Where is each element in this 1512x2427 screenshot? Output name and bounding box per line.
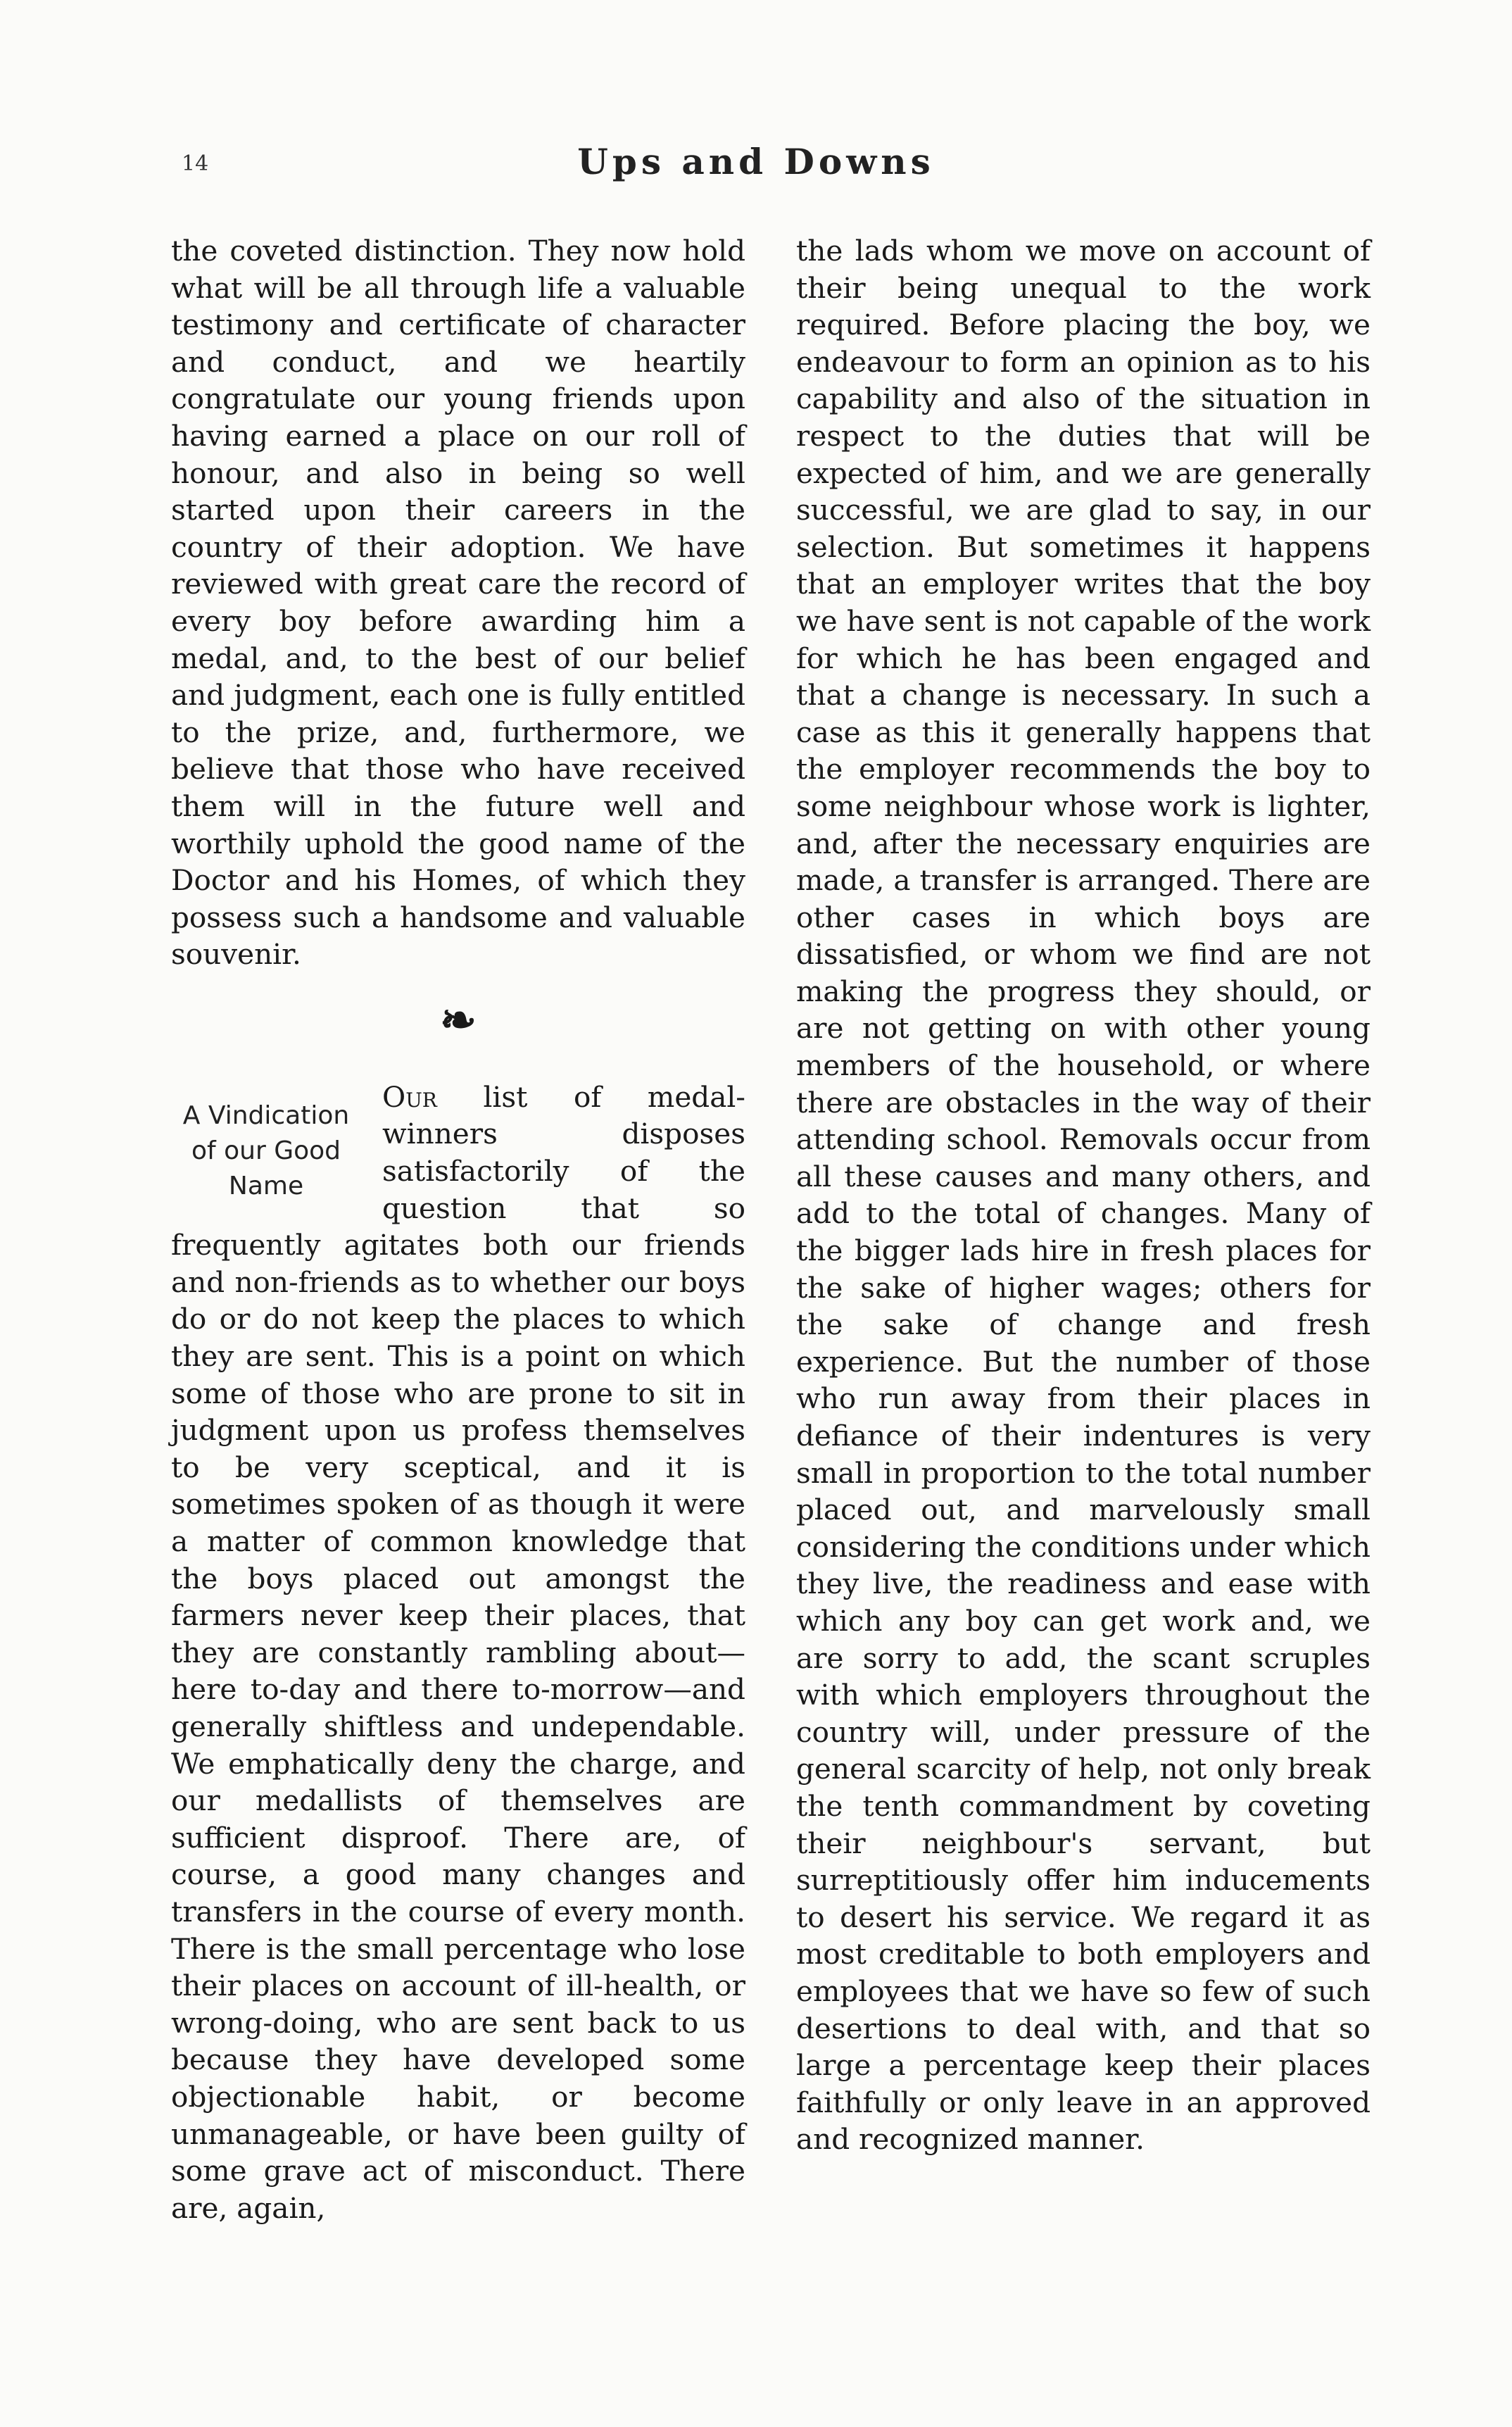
left-column [171, 232, 745, 2226]
article-paragraph-1: the coveted distinction. They now hold what will be all through life a valuable testimony and certificate of character and conduct, and we heartily congratulate our young friends upon having earned a place on our roll of honour, and also in being so well started upon their careers in the country of their adoption. We have reviewed with great care the record of every boy before awarding him a medal, and, to the best of our belief and judgment, each one is fully entitled to the prize, and, furthermore, we believe that those who have received them will in the future well and worthily uphold the good name of the Doctor and his Homes, of which they possess such a handsome and valuable souvenir. [171, 234, 745, 972]
article-paragraph-3: the lads whom we move on account of their being unequal to the work required. Before placing the boy, we endeavour to form an opinion as to his capability and also of the situation in respect to the duties that will be expected of him, and we are generally successful, we are glad to say, in our selection. But sometimes it happens that an employer writes that the boy we have sent is not capable of the work for which he has been engaged and that a change is necessary. In such a case as this it generally happens that the employer recommends the boy to some neighbour whose work is lighter, and, after the necessary enquiries are made, a transfer is arranged. There are other cases in which boys are dissatisfied, or whom we find are not making the progress they should, or are not getting on with other young members of the household, or where there are obstacles in the way of their attending school. Removals occur from all these causes and many others, and add to the total of changes. Many of the bigger lads hire in fresh places for the sake of higher wages; others for the sake of change and fresh experience. But the number of those who run away from their places in defiance of their indentures is very small in proportion to the total number placed out, and marvelously small considering the conditions under which they live, the readiness and ease with which any boy can get work and, we are sorry to add, the scant scruples with which employers throughout the country will, under pressure of the general scarcity of help, not only break the tenth commandment by coveting their neighbour's servant, but surreptitiously offer him inducements to desert his service. We regard it as most creditable to both employers and employees that we have so few of such desertions to deal with, and that so large a percentage keep their places faithfully or only leave in an approved and recognized manner. [796, 234, 1371, 2157]
page-number: 14 [182, 151, 209, 176]
right-column [796, 232, 1371, 2158]
section-ornament: ❧ [440, 993, 477, 1046]
running-title: Ups and Downs [577, 141, 935, 182]
paragraph-lead-word: Our [382, 1079, 437, 1114]
side-note-heading: A Vindication of our Good Name [182, 1100, 350, 1200]
article-paragraph-2-text: list of medal-winners disposes satisfactorily of the question that so frequently agitates both our friends and non-friends as to whether our boys do or do not keep the places to which they are sent. This is a point on which some of those who are prone to sit in judgment upon us profess themselves to be very sceptical, and it is sometimes spoken of as though it were a matter of common knowledge that the boys placed out amongst the farmers never keep their places, that they are constantly rambling about—here to-day and there to-morrow—and generally shiftless and undependable. We emphatically deny the charge, and our medallists of themselves are sufficient disproof. There are, of course, a good many changes and transfers in the course of every month. There is the small percentage who lose their places on account of ill-health, or wrong-doing, who are sent back to us because they have developed some objectionable habit, or become unmanageable, or have been guilty of some grave act of misconduct. There are, again, [171, 1079, 745, 2225]
article-paragraph-2 [171, 1079, 745, 2226]
